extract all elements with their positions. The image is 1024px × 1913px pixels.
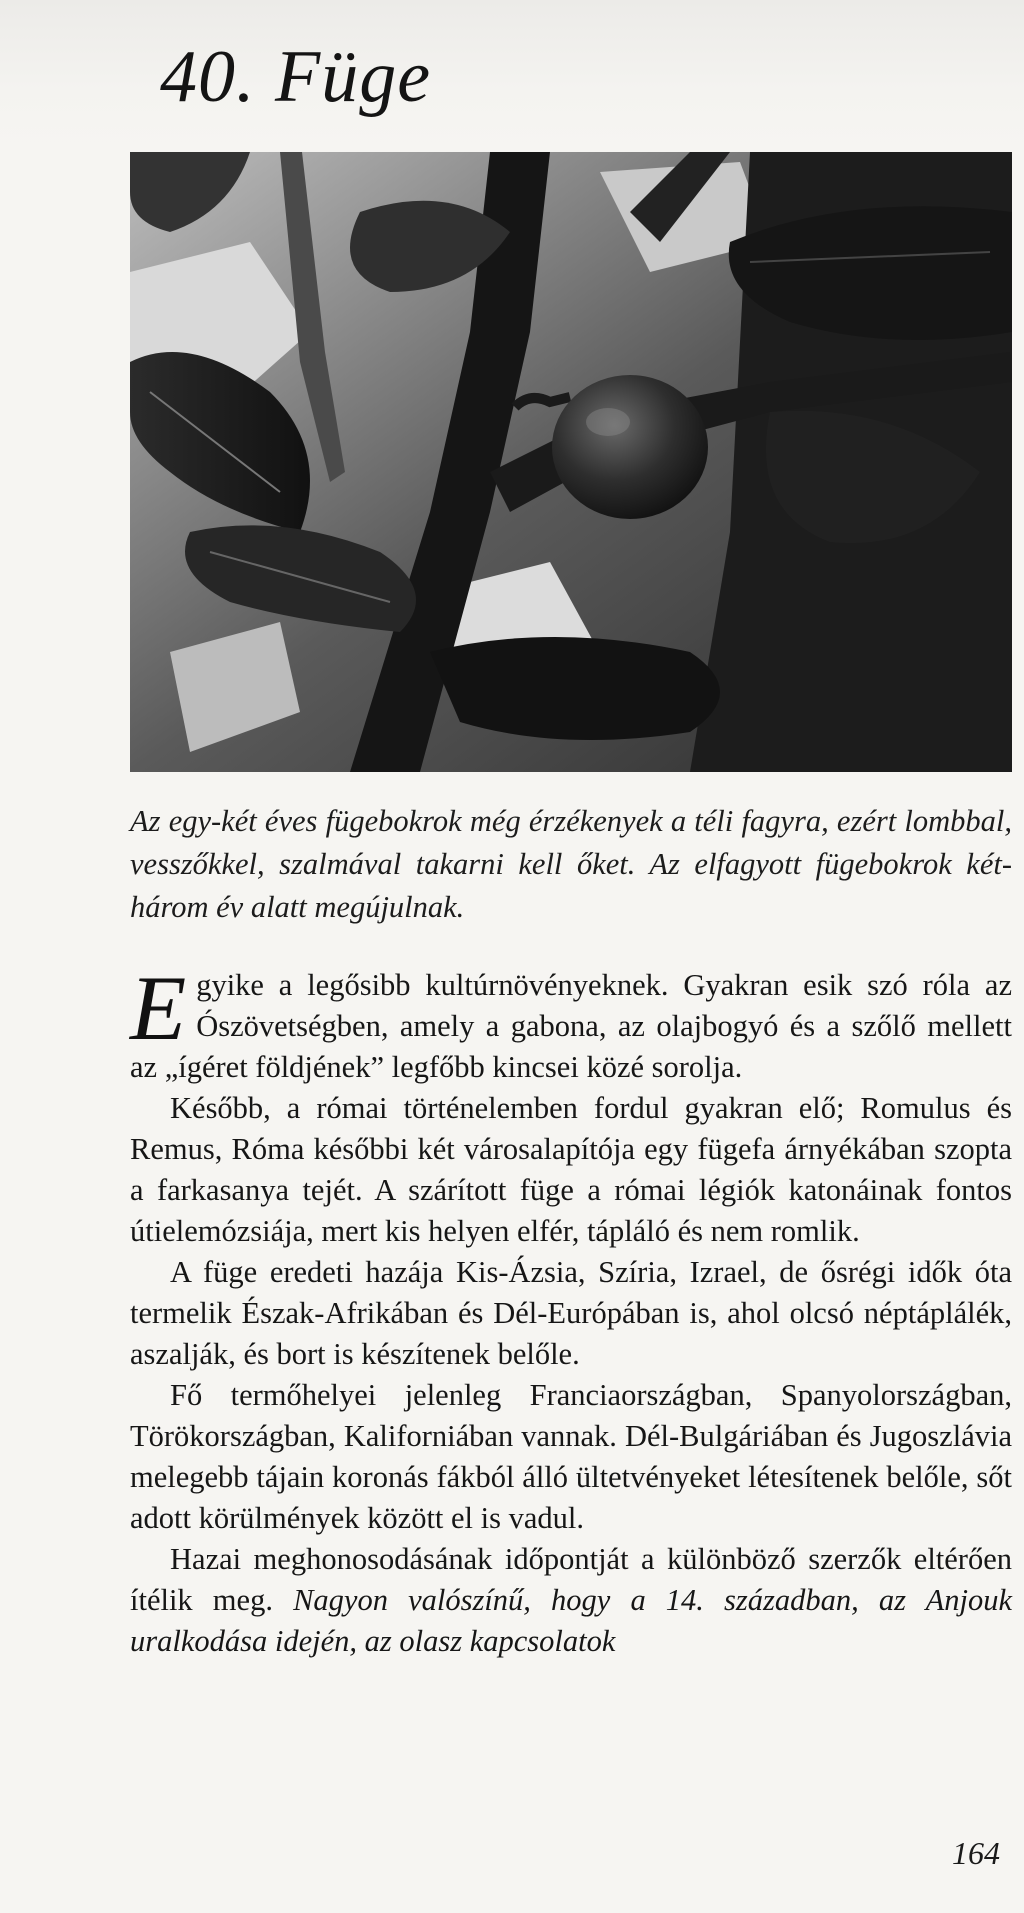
paragraph-3: A füge eredeti hazája Kis-Ázsia, Szíria, Izrael, de ősrégi idők óta termelik Észak-Afrikában és Dél-Európában is, ahol olcsó néptáplálék, aszalják, és bort is készítenek belőle. bbox=[130, 1255, 1012, 1371]
paragraph-5-italic-text: Nagyon valószínű, hogy a 14. században, az Anjouk uralkodása idején, az olasz kapcsolatok bbox=[130, 1583, 1012, 1658]
page-number: 164 bbox=[952, 1835, 1000, 1871]
page-title: 40. Füge bbox=[160, 36, 432, 118]
paragraph-5-text: Hazai meghonosodásának időpontját a különböző szerzők eltérően ítélik meg. bbox=[130, 1542, 1012, 1617]
paragraph-4: Fő termőhelyei jelenleg Franciaországban, Spanyolországban, Törökországban, Kaliforniában vannak. Dél-Bulgáriában és Jugoszlávia melegebb tájain koronás fákból álló ültetvényeket létesítenek belőle, sőt adott körülmények között el is vadul. bbox=[130, 1378, 1012, 1535]
paragraph-5 bbox=[130, 1539, 1012, 1662]
page-top-bleed bbox=[0, 0, 1024, 150]
article-body bbox=[130, 957, 1012, 1662]
photo-caption: Az egy-két éves fügebokrok még érzékenyek a téli fagyra, ezért lombbal, vesszőkkel, szalmával takarni kell őket. Az elfagyott fügebokrok két-három év alatt megújulnak. bbox=[130, 804, 1012, 924]
paragraph-1-text: gyike a legősibb kultúrnövényeknek. Gyakran esik szó róla az Ószövetségben, amely a gabona, az olajbogyó és a szőlő mellett az „ígéret földjének” legfőbb kincsei közé sorolja. bbox=[130, 968, 1012, 1084]
drop-cap: E bbox=[130, 957, 187, 1059]
paragraph-1 bbox=[130, 957, 1012, 1088]
paragraph-2: Később, a római történelemben fordul gyakran elő; Romulus és Remus, Róma későbbi két városalapítója egy fügefa árnyékában szopta a farkasanya tejét. A szárított füge a római légiók katonáinak fontos útielemózsiája, mert kis helyen elfér, tápláló és nem romlik. bbox=[130, 1091, 1012, 1248]
fig-branch-photo bbox=[130, 152, 1012, 772]
